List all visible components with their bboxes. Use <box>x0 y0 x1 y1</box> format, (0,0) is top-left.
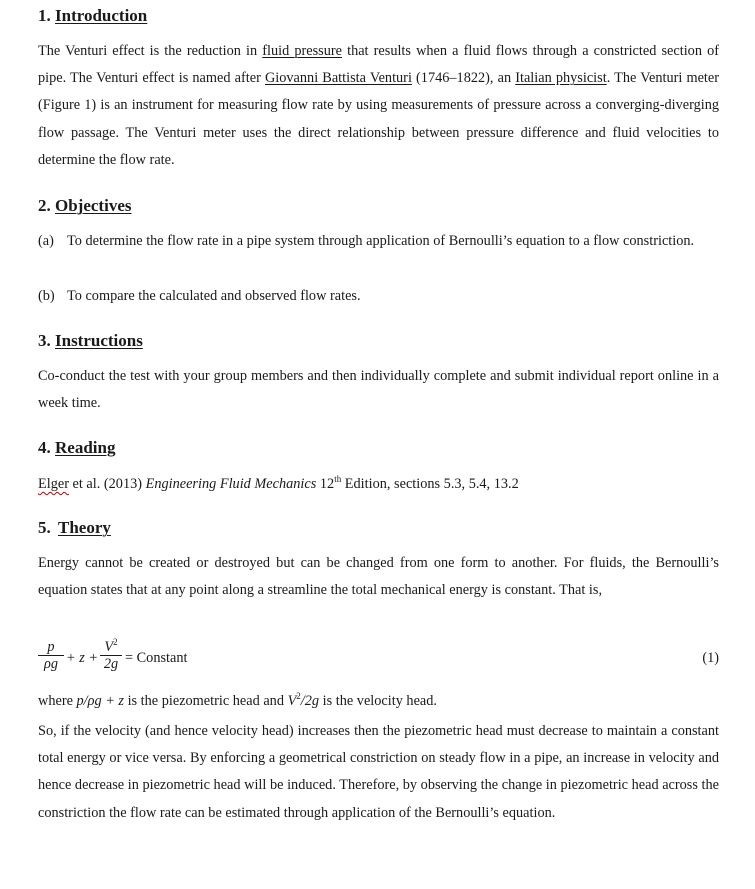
velocity-rest: /2g <box>300 693 320 709</box>
where-text-2: is the piezometric head and <box>124 693 288 709</box>
numerator-p: p <box>47 639 55 655</box>
plus-z-plus: + z + <box>66 650 99 666</box>
heading-title: Reading <box>55 438 116 457</box>
reading-edition-suffix: th <box>334 474 342 485</box>
equals-constant: = Constant <box>125 650 188 666</box>
where-text-3: is the velocity head. <box>319 693 437 709</box>
velocity-exponent: 2 <box>296 691 301 702</box>
objective-item-b <box>38 283 719 310</box>
objective-marker: (a) <box>38 233 54 249</box>
fraction-p-over-rhog <box>38 640 64 672</box>
heading-title: Introduction <box>55 6 148 25</box>
v-symbol: V <box>104 639 114 655</box>
intro-text-4: . The Venturi meter (Figure 1) is an instrument for measuring flow rate by using measurements of pressure across a converging-diverging flow passage. The Venturi meter uses the direct relationship between pressure difference and fluid velocities to determine the flow rate. <box>38 70 719 168</box>
heading-instructions <box>38 331 143 351</box>
reading-edition-number: 12 <box>316 476 335 492</box>
numerator-v2 <box>100 637 122 655</box>
heading-title: Instructions <box>55 331 143 350</box>
heading-objectives <box>38 196 131 216</box>
intro-text-2: that results when a fluid flows through a constricted section of pipe. The Venturi effect is named after <box>38 43 719 87</box>
heading-number: 4. <box>38 438 51 457</box>
intro-text-3: (1746–1822), an <box>411 70 516 87</box>
intro-text-1: The Venturi effect is the reduction in <box>38 43 263 59</box>
velocity-expr <box>288 693 320 709</box>
equation-explanation <box>38 691 719 711</box>
where-text: where <box>38 693 77 709</box>
denominator-2g: 2g <box>103 656 119 672</box>
heading-number: 1. <box>38 6 51 25</box>
velocity-v: V <box>287 693 297 709</box>
heading-number: 2. <box>38 196 51 215</box>
intro-paragraph <box>38 38 719 174</box>
denominator-rhog: ρg <box>43 656 58 672</box>
objective-text <box>67 228 719 255</box>
piezometric-expr: p/ρg + z <box>76 693 124 709</box>
reading-author: Elger <box>38 476 69 492</box>
heading-theory <box>38 518 111 538</box>
objective-text: To compare the calculated and observed flow rates. <box>67 288 361 304</box>
heading-introduction <box>38 6 147 26</box>
objective-marker: (b) <box>38 288 55 304</box>
heading-number: 3. <box>38 331 51 350</box>
fraction-v2-over-2g <box>100 637 122 672</box>
reading-reference <box>38 474 719 494</box>
reading-book-title: Engineering Fluid Mechanics <box>145 476 317 492</box>
heading-number: 5. <box>38 518 51 537</box>
theory-paragraph-1: Energy cannot be created or destroyed but can be changed from one form to another. For fluids, the Bernoulli’s equation states that at any point along a streamline the total mechanical energy is constant. That is, <box>38 555 719 599</box>
objective-text-content: To determine the flow rate in a pipe system through application of Bernoulli’s equation to a flow constriction. <box>67 233 695 249</box>
heading-title: Theory <box>58 518 111 537</box>
equation-number: (1) <box>702 650 719 666</box>
heading-reading <box>38 438 115 458</box>
objective-item-a <box>38 228 719 255</box>
link-italian-physicist[interactable]: Italian physicist <box>515 70 607 87</box>
instructions-paragraph: Co-conduct the test with your group members and then individually complete and submit individual report online in a week time. <box>38 368 719 412</box>
link-fluid-pressure[interactable]: fluid pressure <box>262 43 342 59</box>
heading-title: Objectives <box>55 196 132 215</box>
v-exponent: 2 <box>113 637 118 648</box>
theory-paragraph-2: So, if the velocity (and hence velocity head) increases then the piezometric head must decrease to maintain a constant total energy or vice versa. By enforcing a geometrical constriction on steady flow in a pipe, an increase in velocity and hence decrease in piezometric head will be induced. Therefore, by observing the change in piezometric head across the constriction the flow rate can be estimated through application of the Bernoulli’s equation. <box>38 723 719 821</box>
reading-etal: et al. (2013) <box>68 476 146 492</box>
link-venturi[interactable]: Giovanni Battista Venturi <box>264 70 412 87</box>
bernoulli-equation <box>38 637 719 680</box>
reading-sections: Edition, sections 5.3, 5.4, 13.2 <box>341 476 519 492</box>
